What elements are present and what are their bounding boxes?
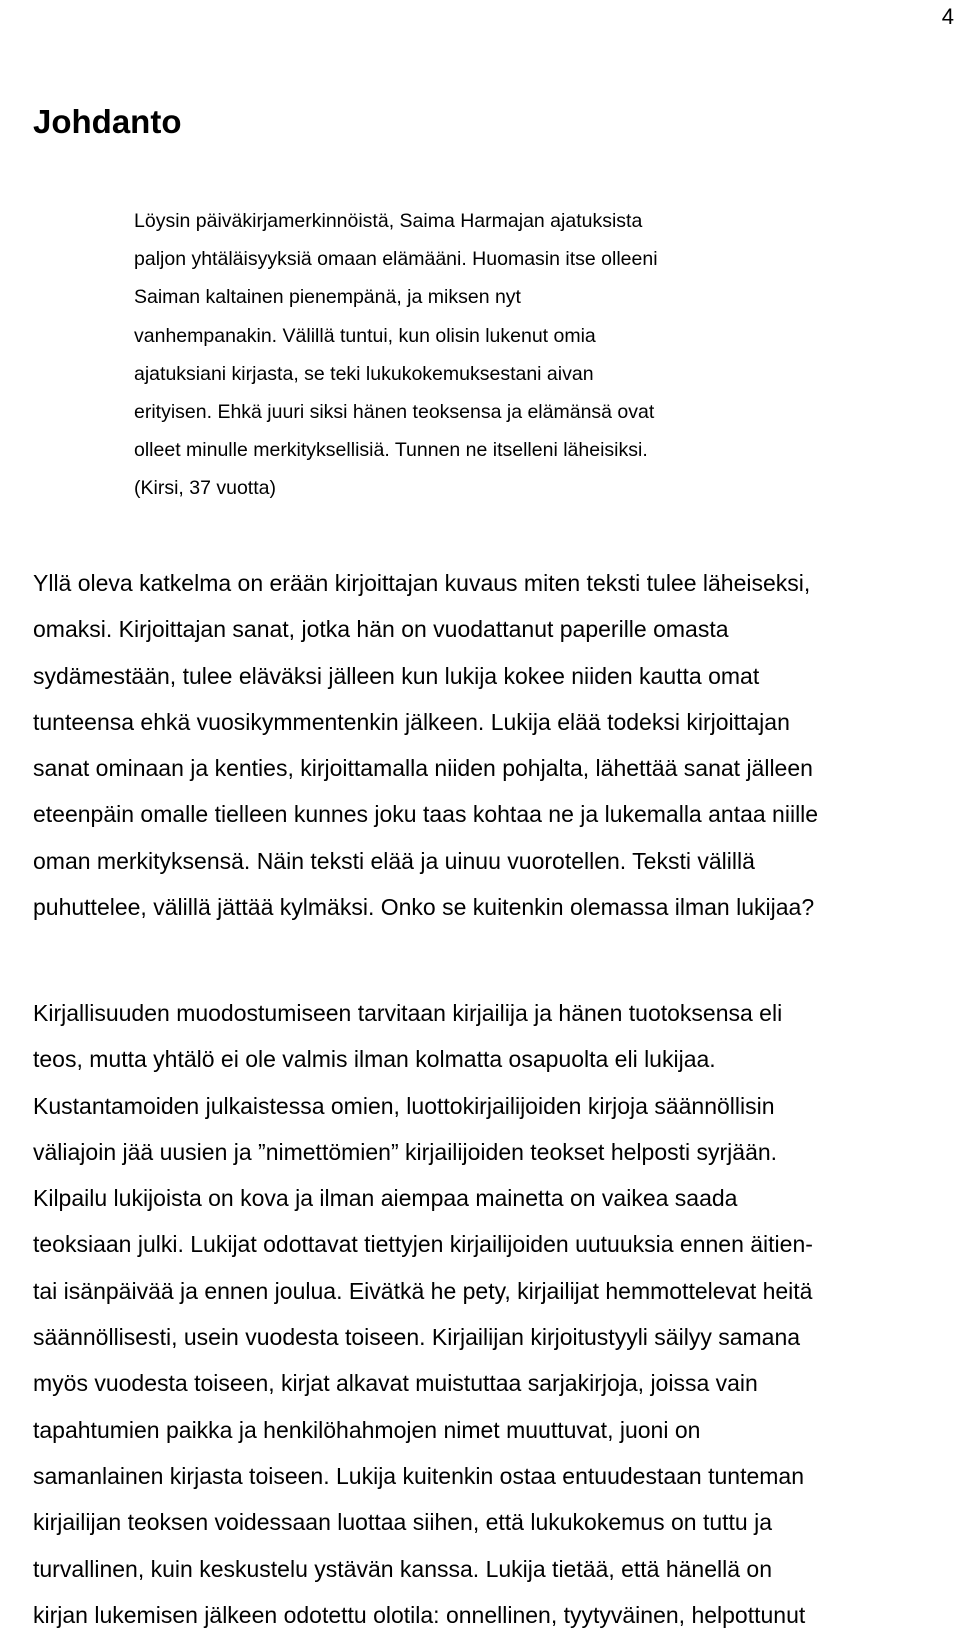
quote-line: vanhempanakin. Välillä tuntui, kun olisin lukenut omia <box>134 324 596 347</box>
epigraph-quote <box>134 202 914 508</box>
paragraph-line: myös vuodesta toiseen, kirjat alkavat muistuttaa sarjakirjoja, joissa vain <box>33 1370 758 1397</box>
paragraph-line: teos, mutta yhtälö ei ole valmis ilman kolmatta osapuolta eli lukijaa. <box>33 1046 716 1073</box>
quote-line: ajatuksiani kirjasta, se teki lukukokemuksestani aivan <box>134 362 594 385</box>
paragraph-line: Yllä oleva katkelma on erään kirjoittajan kuvaus miten teksti tulee läheiseksi, <box>33 570 811 596</box>
page-number: 4 <box>941 4 954 29</box>
paragraph-line: sanat ominaan ja kenties, kirjoittamalla niiden pohjalta, lähettää sanat jälleen <box>33 755 813 782</box>
quote-line: olleet minulle merkityksellisiä. Tunnen ne itselleni läheisiksi. <box>134 439 648 462</box>
paragraph-line: Kilpailu lukijoista on kova ja ilman aiempaa mainetta on vaikea saada <box>33 1185 738 1212</box>
paragraph-line: samanlainen kirjasta toiseen. Lukija kuitenkin ostaa entuudestaan tunteman <box>33 1462 804 1489</box>
paragraph-line: tunteensa ehkä vuosikymmentenkin jälkeen. Lukija elää todeksi kirjoittajan <box>33 708 790 735</box>
paragraph-line: eteenpäin omalle tielleen kunnes joku taas kohtaa ne ja lukemalla antaa niille <box>33 801 819 828</box>
quote-attribution: (Kirsi, 37 vuotta) <box>134 477 276 500</box>
quote-line: Saiman kaltainen pienempänä, ja miksen nyt <box>134 286 521 309</box>
paragraph-line: Kustantamoiden julkaistessa omien, luottokirjailijoiden kirjoja säännöllisin <box>33 1092 775 1119</box>
quote-line: paljon yhtäläisyyksiä omaan elämääni. Huomasin itse olleeni <box>134 248 658 271</box>
paragraph-line: tai isänpäivää ja ennen joulua. Eivätkä he pety, kirjailijat hemmottelevat heitä <box>33 1277 813 1304</box>
body-paragraph <box>33 560 933 930</box>
paragraph-line: oman merkityksensä. Näin teksti elää ja uinuu vuorotellen. Teksti välillä <box>33 847 755 874</box>
paragraph-line: puhuttelee, välillä jättää kylmäksi. Onko se kuitenkin olemassa ilman lukijaa? <box>33 894 815 921</box>
paragraph-line: tapahtumien paikka ja henkilöhahmojen nimet muuttuvat, juoni on <box>33 1416 701 1443</box>
paragraph-line: kirjailijan teoksen voidessaan luottaa siihen, että lukukokemus on tuttu ja <box>33 1509 772 1536</box>
paragraph-line: väliajoin jää uusien ja ”nimettömien” kirjailijoiden teokset helposti syrjään. <box>33 1138 778 1165</box>
paragraph-line: sydämestään, tulee eläväksi jälleen kun lukija kokee niiden kautta omat <box>33 662 760 689</box>
quote-line: Löysin päiväkirjamerkinnöistä, Saima Harmajan ajatuksista <box>134 210 643 232</box>
paragraph-line: Kirjallisuuden muodostumiseen tarvitaan kirjailija ja hänen tuotoksensa eli <box>33 1000 783 1026</box>
paragraph-line: turvallinen, kuin keskustelu ystävän kanssa. Lukija tietää, että hänellä on <box>33 1555 772 1582</box>
section-heading: Johdanto <box>33 103 182 140</box>
paragraph-line: säännöllisesti, usein vuodesta toiseen. Kirjailijan kirjoitustyyli säilyy samana <box>33 1324 801 1351</box>
paragraph-line: kirjan lukemisen jälkeen odotettu olotila: onnellinen, tyytyväinen, helpottunut <box>33 1601 806 1628</box>
paragraph-line: omaksi. Kirjoittajan sanat, jotka hän on vuodattanut paperille omasta <box>33 616 729 643</box>
quote-line: erityisen. Ehkä juuri siksi hänen teoksensa ja elämänsä ovat <box>134 401 655 424</box>
paragraph-line: teoksiaan julki. Lukijat odottavat tiettyjen kirjailijoiden uutuuksia ennen äitien- <box>33 1231 813 1258</box>
body-paragraph <box>33 990 933 1638</box>
